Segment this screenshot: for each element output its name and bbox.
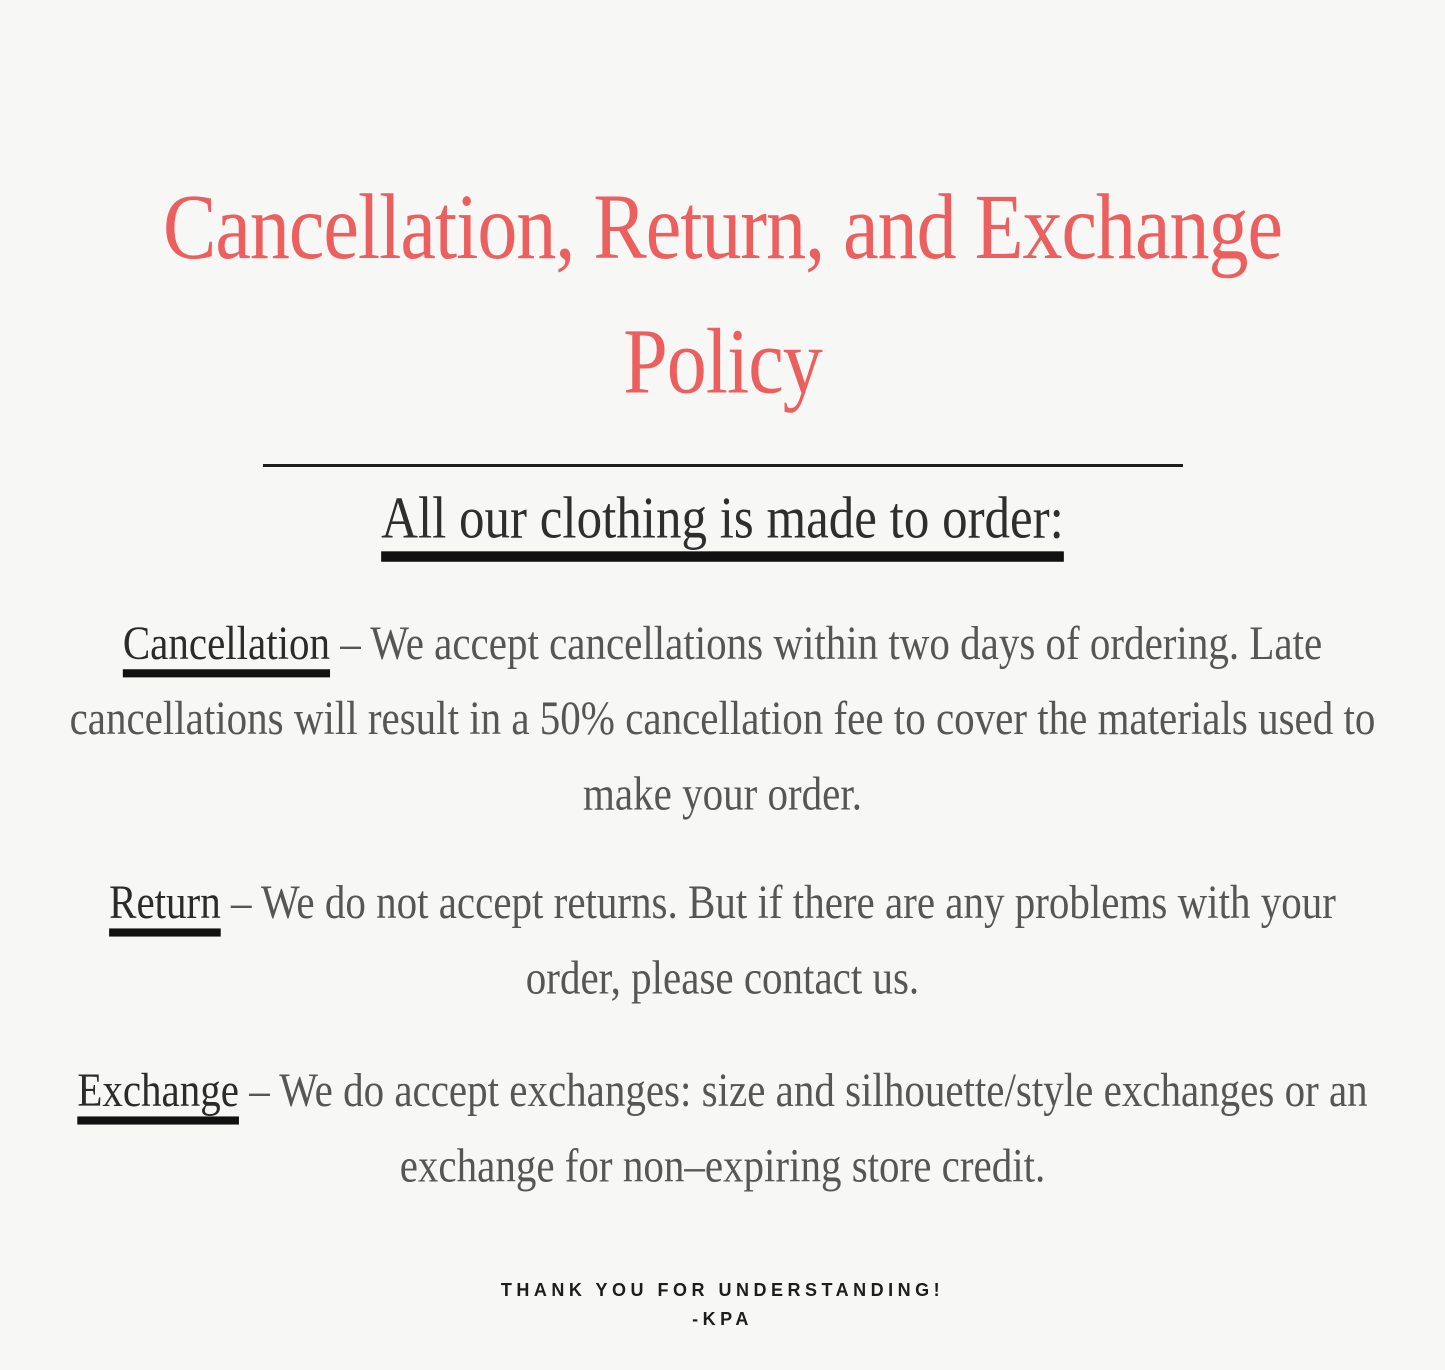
title-divider <box>263 464 1183 467</box>
policy-section-exchange <box>58 1053 1388 1203</box>
policy-section-cancellation <box>58 606 1388 831</box>
page-title <box>0 160 1445 429</box>
footer-thanks: THANK YOU FOR UNDERSTANDING! <box>500 1280 945 1301</box>
footer-note <box>0 1276 1445 1334</box>
cancellation-term: Cancellation <box>122 616 331 670</box>
policy-section-return <box>58 865 1388 1015</box>
return-term: Return <box>109 875 221 929</box>
footer-signature: -KPA <box>692 1309 753 1330</box>
page-title-line-1: Cancellation, Return, and Exchange <box>163 176 1282 279</box>
exchange-term: Exchange <box>77 1063 239 1117</box>
exchange-text: – We do accept exchanges: size and silhouette/style exchanges or an exchange for non–expiring store credit. <box>249 1063 1368 1192</box>
page-title-line-2: Policy <box>623 310 822 413</box>
made-to-order-heading: All our clothing is made to order: <box>381 486 1064 552</box>
cancellation-text: – We accept cancellations within two days of ordering. Late cancellations will result in a 50% cancellation fee to cover the materials used to make your order. <box>69 616 1376 820</box>
return-text: – We do not accept returns. But if there are any problems with your order, please contact us. <box>230 875 1336 1004</box>
